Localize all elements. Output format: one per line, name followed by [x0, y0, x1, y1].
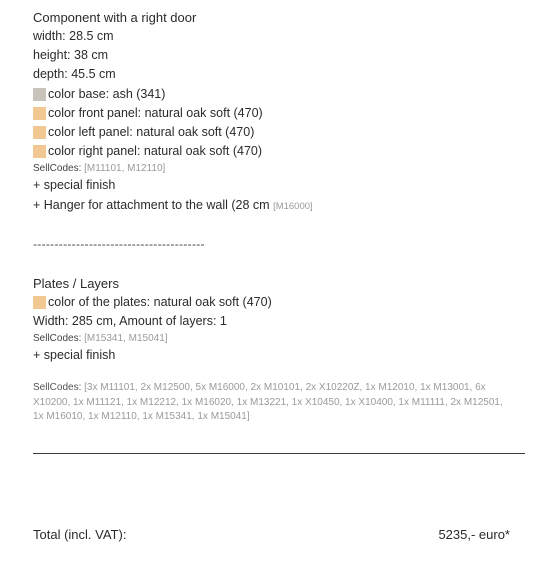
color-base-row	[33, 85, 525, 104]
color-right-row	[33, 142, 525, 161]
color-front-label: color front panel: natural oak soft (470)	[48, 105, 263, 120]
plates-sellcodes	[33, 331, 525, 346]
total-divider	[33, 453, 525, 454]
plates-title: Plates / Layers	[33, 275, 119, 291]
color-swatch	[33, 296, 46, 309]
plates-color-row	[33, 293, 525, 312]
all-sellcodes-value: [3x M11101, 2x M12500, 5x M16000, 2x M10101, 2x X10220Z, 1x M12010, 1x M13001, 6x X10200, 1x M11121, 1x M12212, 1x M16020, 1x M13221, 1x X10450, 1x X10400, 1x M11111, 2x M12501, 1x M16010, 1x M12110, 1x M15341, 1x M15041]	[33, 382, 503, 423]
color-left-label: color left panel: natural oak soft (470)	[48, 125, 255, 140]
sellcodes-label: SellCodes:	[33, 333, 82, 345]
color-swatch	[33, 145, 46, 158]
hanger-text: + Hanger for attachment to the wall (28 cm	[33, 197, 270, 212]
color-swatch	[33, 126, 46, 139]
color-base-label: color base: ash (341)	[48, 86, 166, 101]
configuration-summary	[33, 8, 525, 425]
component-height: height: 38 cm	[33, 48, 109, 63]
plates-color-label: color of the plates: natural oak soft (470)	[48, 294, 272, 309]
hanger-code: [M16000]	[273, 200, 313, 212]
component-special-finish: + special finish	[33, 178, 116, 193]
dashed-separator: ----------------------------------------	[33, 236, 205, 251]
sellcodes-value: [M15341, M15041]	[84, 333, 168, 345]
color-front-row	[33, 104, 525, 123]
plates-width-layers: Width: 285 cm, Amount of layers: 1	[33, 314, 227, 329]
sellcodes-value: [M11101, M12110]	[84, 163, 166, 175]
total-row	[33, 525, 510, 544]
plates-special-finish: + special finish	[33, 348, 116, 363]
color-left-row	[33, 123, 525, 142]
color-swatch	[33, 88, 46, 101]
component-sellcodes	[33, 161, 525, 176]
total-label: Total (incl. VAT):	[33, 527, 127, 542]
sellcodes-label: SellCodes:	[33, 163, 82, 175]
all-sellcodes	[33, 381, 513, 425]
color-right-label: color right panel: natural oak soft (470)	[48, 144, 263, 159]
component-width: width: 28.5 cm	[33, 29, 114, 43]
total-value: 5235,- euro*	[438, 527, 510, 542]
all-sellcodes-label: SellCodes:	[33, 382, 82, 394]
component-title: Component with a right door	[33, 10, 197, 25]
color-swatch	[33, 107, 46, 120]
hanger-line	[33, 196, 525, 216]
component-depth: depth: 45.5 cm	[33, 67, 116, 82]
